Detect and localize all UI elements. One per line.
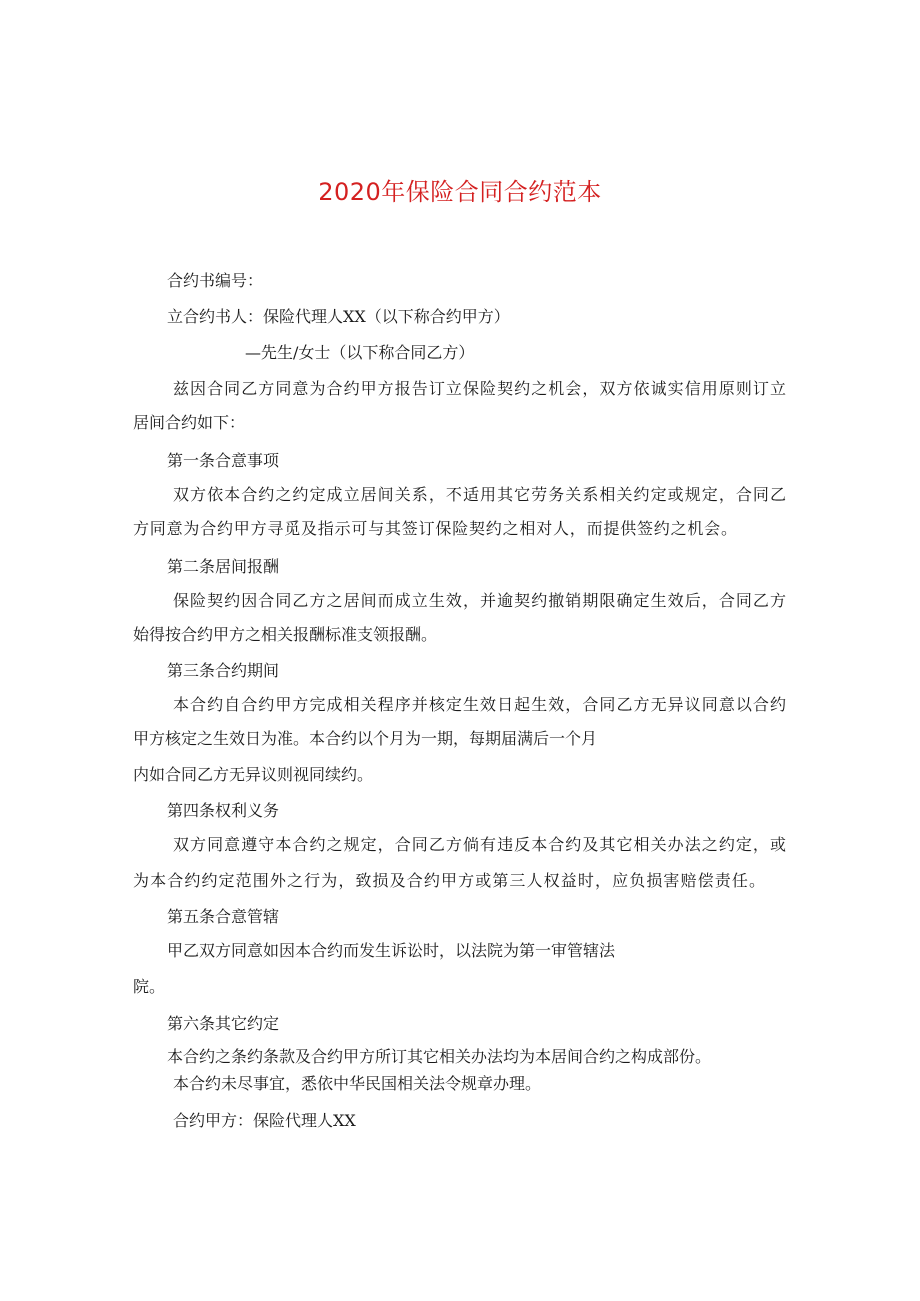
article-3-line-3: 内如合同乙方无异议则视同续约。 [133, 765, 374, 784]
signature-party-a: 合约甲方：保险代理人XX [173, 1111, 356, 1130]
article-2-line-1: 保险契约因合同乙方之居间而成立生效，并逾契约撤销期限确定生效后，合同乙方 [173, 591, 786, 610]
party-a-line: 立合约书人：保险代理人XX（以下称合约甲方） [167, 307, 510, 326]
page-title: 2020年保险合同合约范本 [318, 178, 602, 206]
article-3-heading: 第三条合约期间 [167, 661, 280, 680]
article-5-line-2: 院。 [133, 977, 166, 996]
contract-number-line: 合约书编号： [167, 271, 264, 290]
article-3-line-2: 甲方核定之生效日为准。本合约以个月为一期，每期届满后一个月 [133, 729, 598, 748]
preamble-line-1: 兹因合同乙方同意为合约甲方报告订立保险契约之机会，双方依诚实信用原则订立 [173, 379, 786, 398]
article-2-heading: 第二条居间报酬 [167, 557, 280, 576]
article-6-line-1: 本合约之条约条款及合约甲方所订其它相关办法均为本居间合约之构成部份。 [167, 1047, 712, 1066]
article-4-heading: 第四条权利义务 [167, 801, 280, 820]
article-1-heading: 第一条合意事项 [167, 451, 280, 470]
article-4-line-1: 双方同意遵守本合约之规定，合同乙方倘有违反本合约及其它相关办法之约定，或 [173, 835, 786, 854]
article-1-line-2: 方同意为合约甲方寻觅及指示可与其签订保险契约之相对人，而提供签约之机会。 [133, 519, 737, 538]
article-3-line-1: 本合约自合约甲方完成相关程序并核定生效日起生效，合同乙方无异议同意以合约 [173, 695, 786, 714]
article-5-line-1: 甲乙双方同意如因本合约而发生诉讼时，以法院为第一审管辖法 [167, 941, 616, 960]
article-5-heading: 第五条合意管辖 [167, 907, 280, 926]
article-6-line-2: 本合约未尽事宜，悉依中华民国相关法令规章办理。 [173, 1074, 542, 1093]
article-4-line-2: 为本合约约定范围外之行为，致损及合约甲方或第三人权益时，应负损害赔偿责任。 [133, 871, 765, 890]
preamble-line-2: 居间合约如下： [133, 413, 246, 432]
party-b-line: —先生/女士（以下称合同乙方） [245, 343, 475, 362]
article-2-line-2: 始得按合约甲方之相关报酬标准支领报酬。 [133, 625, 438, 644]
article-6-heading: 第六条其它约定 [167, 1014, 280, 1033]
article-1-line-1: 双方依本合约之约定成立居间关系，不适用其它劳务关系相关约定或规定，合同乙 [173, 485, 786, 504]
